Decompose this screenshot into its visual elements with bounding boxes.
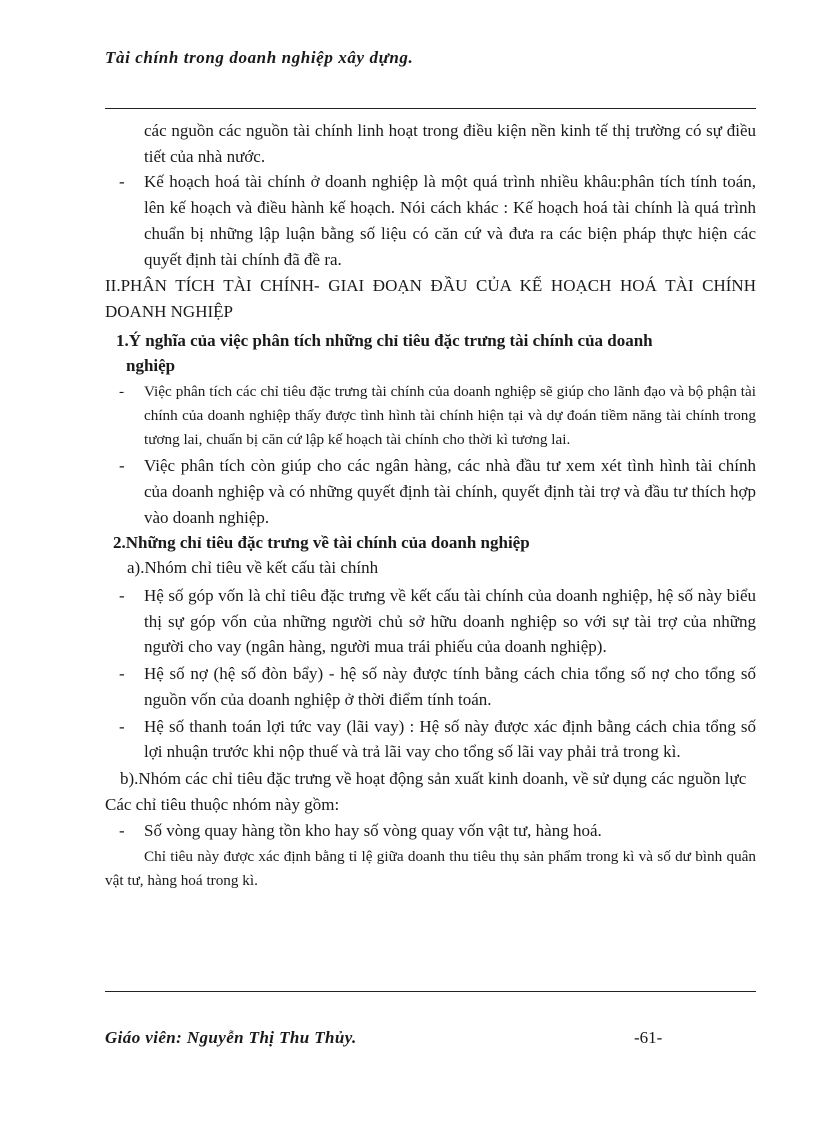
bullet-text: Kế hoạch hoá tài chính ở doanh nghiệp là một quá trình nhiều khâu:phân tích tính toán, lên kế hoạch và điều hành kế hoạch. Nói cách khác : Kế hoạch hoá tài chính là quá trình chuẩn bị những lập luận bằng số liệu có căn cứ và đưa ra các biện pháp thực hiện các quyết định tài chính đã đề ra. (144, 172, 756, 269)
bullet-dash: - (119, 456, 125, 476)
bullet-financial-planning (105, 169, 756, 272)
subsection-heading-1 (105, 328, 756, 378)
heading-line-1: 1.Ý nghĩa của việc phân tích những chỉ tiêu đặc trưng tài chính của doanh (116, 330, 653, 350)
bullet-text: Số vòng quay hàng tồn kho hay số vòng quay vốn vật tư, hàng hoá. (144, 821, 602, 841)
footer-teacher: Giáo viên: Nguyễn Thị Thu Thủy. (105, 1028, 357, 1047)
bullet-text: Hệ số thanh toán lợi tức vay (lãi vay) : Hệ số này được xác định bằng cách chia tổng số lợi nhuận trước khi nộp thuế và trả lãi vay cho tổng số lãi vay phải trả trong kì. (144, 716, 756, 762)
section-heading: II.PHÂN TÍCH TÀI CHÍNH- GIAI ĐOẠN ĐẦU CỦA KẾ HOẠCH HOÁ TÀI CHÍNH DOANH NGHIỆP (105, 276, 756, 321)
bullet-analysis-purpose (105, 380, 756, 453)
bullet-debt-ratio (105, 661, 756, 712)
bullet-dash: - (119, 586, 125, 606)
page-header-title: Tài chính trong doanh nghiệp xây dựng. (105, 48, 414, 67)
bullet-dash: - (119, 172, 125, 192)
group-a-heading: a).Nhóm chỉ tiêu về kết cấu tài chính (127, 558, 379, 578)
page-number: -61- (634, 1028, 663, 1047)
bullet-dash: - (119, 821, 125, 841)
footer-divider (105, 991, 756, 992)
bullet-text: Việc phân tích các chỉ tiêu đặc trưng tài chính của doanh nghiệp sẽ giúp cho lãnh đạo và bộ phận tài chính của doanh nghiệp thấy được tình hình tài chính hiện tại và dự đoán tiềm năng tài chính trong tương lai, chuẩn bị căn cứ lập kế hoạch tài chính cho thời kì tương lai. (144, 382, 756, 449)
bullet-text: Hệ số góp vốn là chỉ tiêu đặc trưng về kết cấu tài chính của doanh nghiệp, hệ số này biểu thị sự góp vốn của những người chủ sở hữu doanh nghiệp so với sự tài trợ của những người cho vay (ngân hàng, người mua trái phiếu của doanh nghiệp). (144, 586, 756, 657)
heading-line-2: nghiệp (126, 355, 176, 375)
header-divider (105, 108, 756, 109)
continued-paragraph: các nguồn các nguồn tài chính linh hoạt trong điều kiện nền kinh tế thị trường có sự điều tiết của nhà nước. (144, 121, 756, 166)
bullet-text: Hệ số nợ (hệ số đòn bẩy) - hệ số này được tính bằng cách chia tổng số nợ cho tổng số nguồn vốn của doanh nghiệp ở thời điểm tính toán. (144, 664, 756, 709)
group-b-heading: b).Nhóm các chỉ tiêu đặc trưng về hoạt động sản xuất kinh doanh, về sử dụng các nguồn lực (120, 768, 747, 788)
bullet-dash: - (119, 664, 125, 684)
closing-paragraph: Chỉ tiêu này được xác định bằng tỉ lệ giữa doanh thu tiêu thụ sản phẩm trong kì và số dư bình quân vật tư, hàng hoá trong kì. (105, 848, 756, 890)
document-body (105, 118, 756, 893)
bullet-text: Việc phân tích còn giúp cho các ngân hàng, các nhà đầu tư xem xét tình hình tài chính của doanh nghiệp và có những quyết định tài chính, quyết định tài trợ và đầu tư thích hợp vào doanh nghiệp. (144, 456, 756, 527)
bullet-interest-coverage (105, 714, 756, 765)
bullet-dash: - (119, 382, 125, 400)
bullet-inventory-turnover (105, 818, 756, 844)
group-intro: Các chỉ tiêu thuộc nhóm này gồm: (105, 794, 340, 814)
bullet-banks-investors (105, 453, 756, 530)
bullet-dash: - (119, 716, 125, 736)
bullet-equity-ratio (105, 583, 756, 660)
subsection-heading-2: 2.Những chỉ tiêu đặc trưng về tài chính của doanh nghiệp (113, 533, 530, 553)
